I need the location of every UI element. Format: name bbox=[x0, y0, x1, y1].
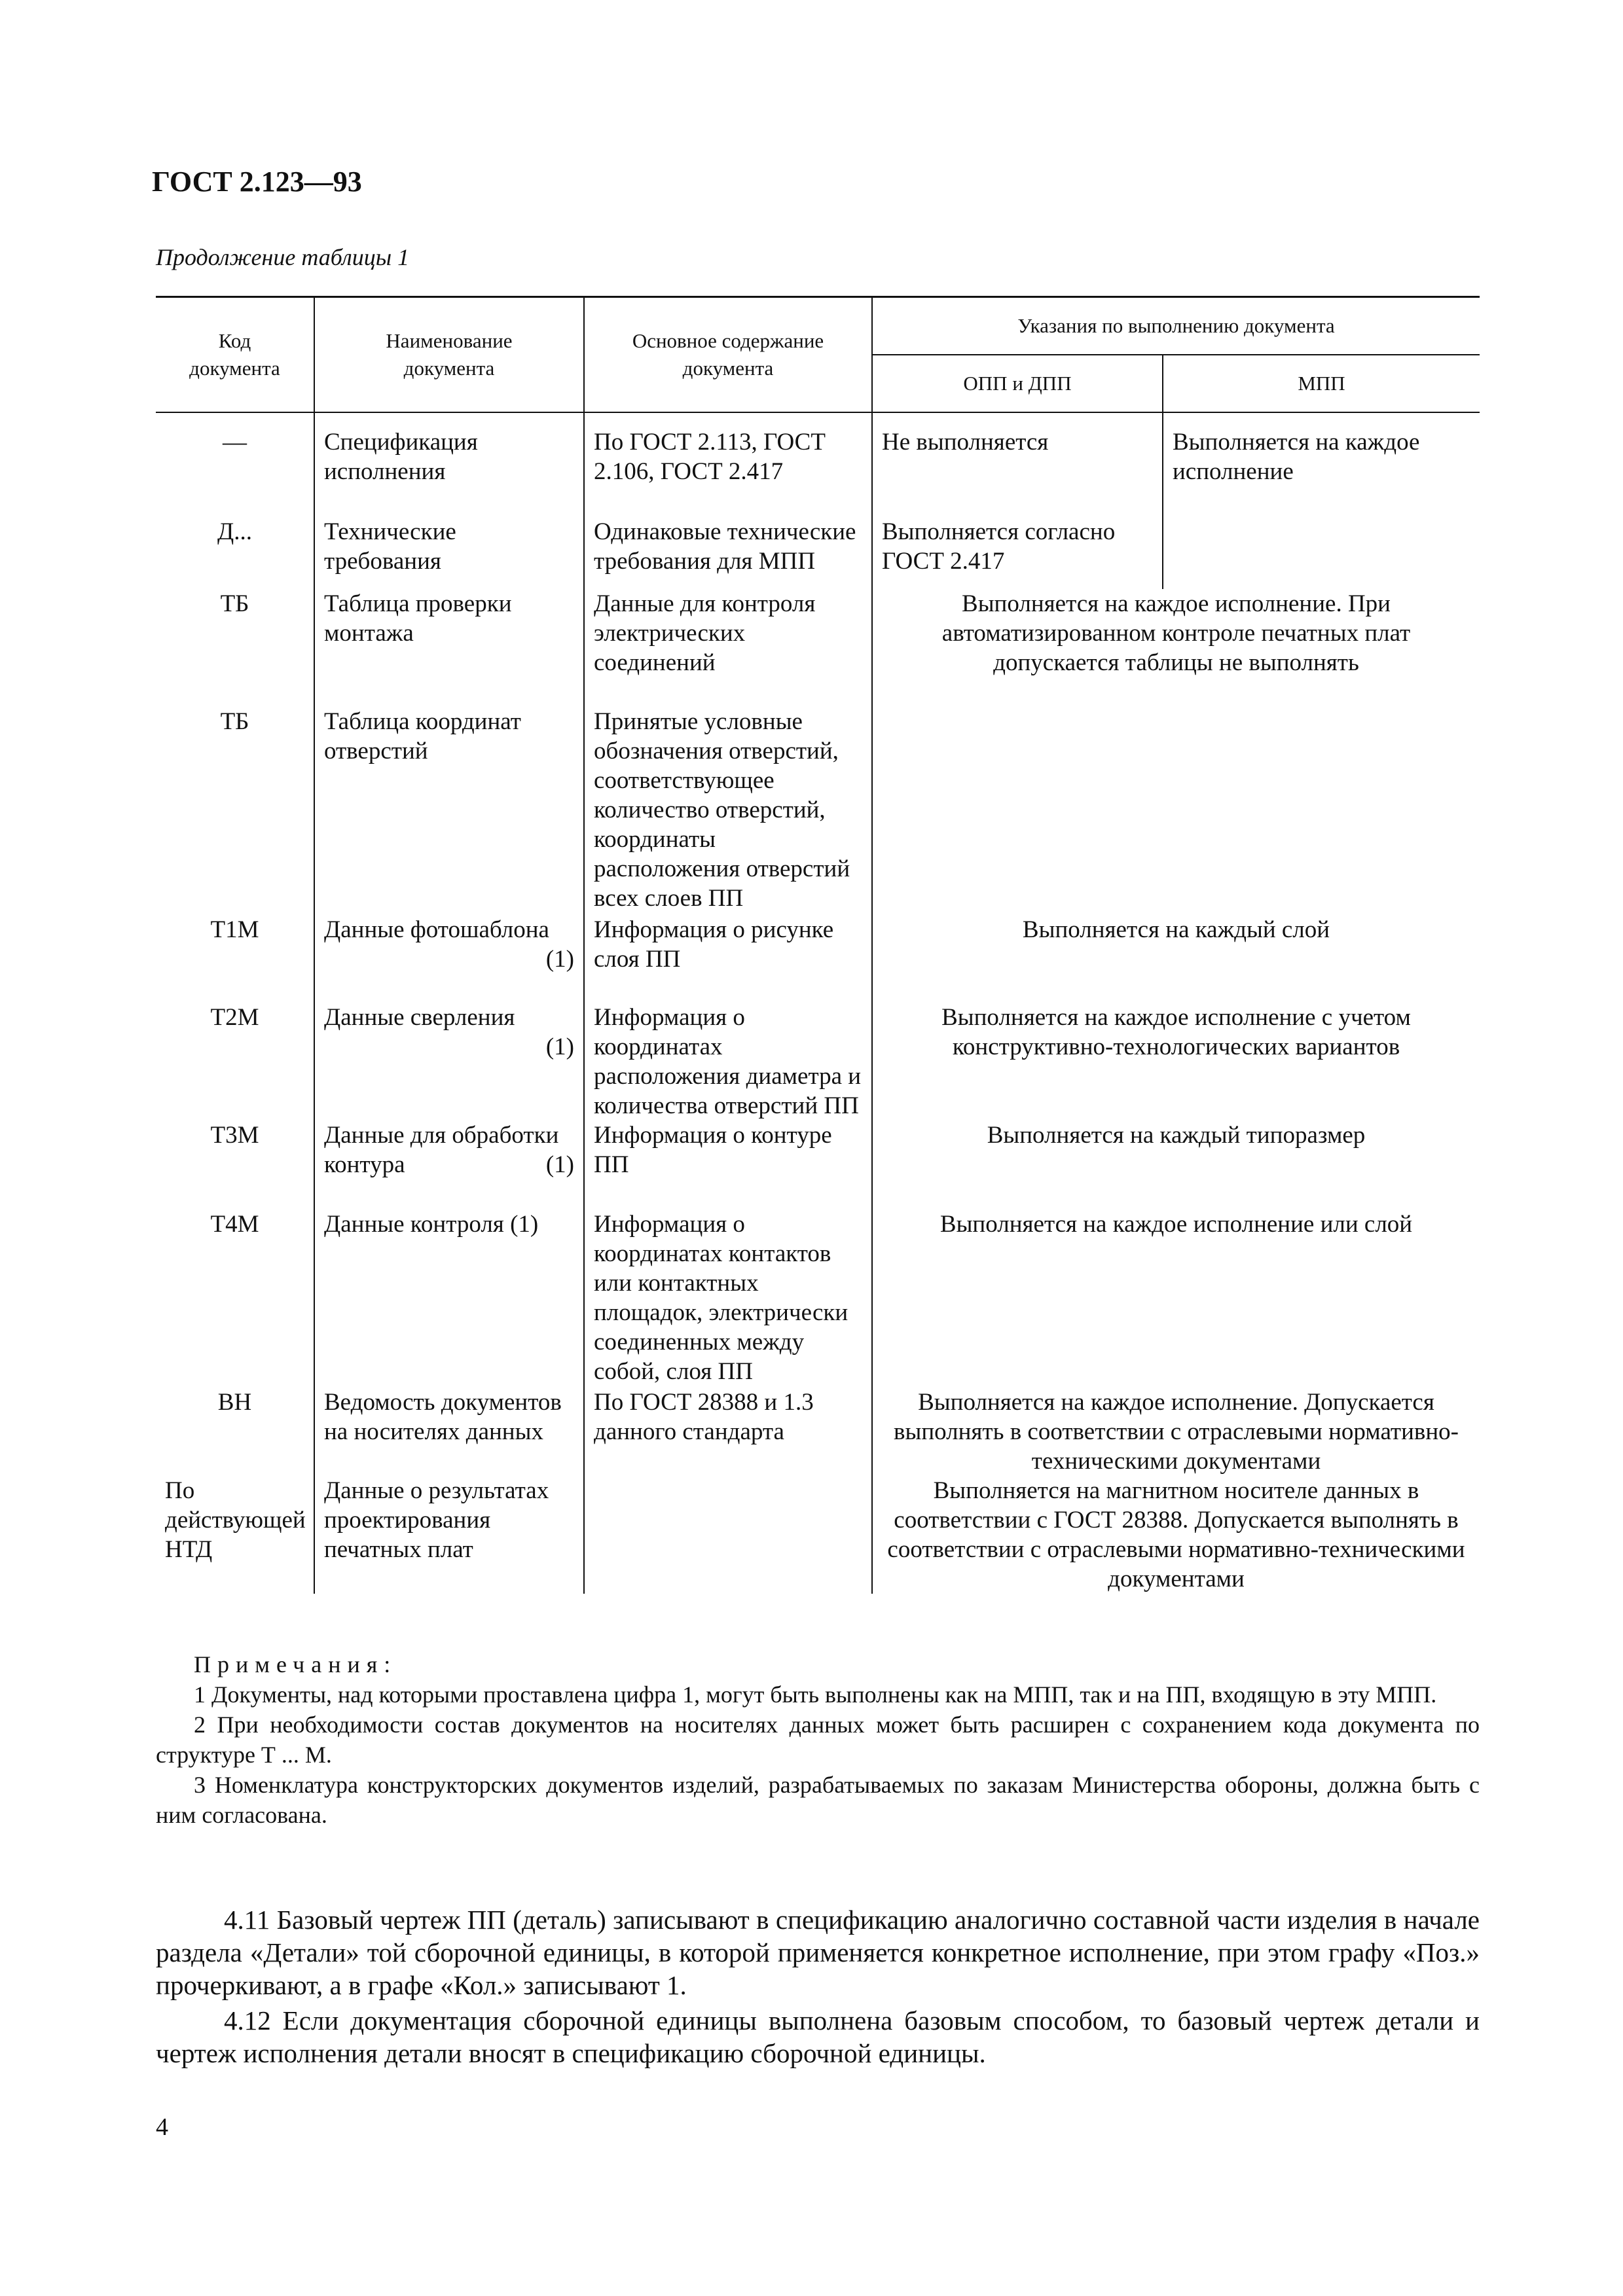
cell-code: Т3М bbox=[156, 1121, 314, 1210]
cell-instructions-merged: Выполняется на каждое исполнение с учетом конструктивно-технологических вариантов bbox=[941, 1004, 1411, 1060]
note-item: 3 Номенклатура конструкторских документов изделий, разрабатываемых по заказам Министерства обороны, должна быть с ним согласована. bbox=[156, 1772, 1480, 1828]
cell-instructions-merged: Выполняется на каждый типоразмер bbox=[987, 1122, 1366, 1149]
notes-block bbox=[156, 1649, 1480, 1830]
paragraph-4-11: 4.11 Базовый чертеж ПП (деталь) записывают в спецификацию аналогично составной части изделия в начале раздела «Детали» той сборочной единицы, в которой применяется конкретное исполнение, при этом графу «Поз.» прочеркивают, а в графе «Кол.» записывают 1. bbox=[156, 1905, 1480, 2000]
cell-instructions-merged bbox=[872, 707, 1480, 915]
cell-code: ТБ bbox=[156, 589, 314, 707]
table-row bbox=[156, 1121, 1480, 1210]
cell-name: Ведомость документов на носителях данных bbox=[314, 1388, 584, 1476]
table-row bbox=[156, 412, 1480, 517]
cell-instructions-merged: Выполняется на каждое исполнение или слой bbox=[939, 1211, 1413, 1238]
table-row bbox=[156, 517, 1480, 589]
notes-title: Примечания: bbox=[194, 1651, 397, 1677]
note-item: 2 При необходимости состав документов на носителях данных может быть расширен с сохранением кода документа по структуре Т ... М. bbox=[156, 1712, 1480, 1768]
cell-name: Технические требования bbox=[314, 517, 584, 589]
cell-opp: Выполняется согласно ГОСТ 2.417 bbox=[872, 517, 1163, 589]
cell-instructions-merged: Выполняется на магнитном носителе данных в соответствии с ГОСТ 28388. Допускается выполнять в соответствии с отраслевыми нормативно-техническими документами bbox=[887, 1477, 1465, 1592]
col-header-mpp: МПП bbox=[1163, 355, 1480, 412]
cell-instructions-merged: Выполняется на каждое исполнение. Допускается выполнять в соответствии с отраслевыми нормативно-техническими документами bbox=[893, 1389, 1459, 1475]
cell-name bbox=[314, 1121, 584, 1210]
cell-name-text: Данные сверления bbox=[324, 1004, 515, 1031]
cell-mpp bbox=[1163, 517, 1480, 589]
table-row bbox=[156, 1210, 1480, 1388]
cell-code: ВН bbox=[156, 1388, 314, 1476]
paragraph-4-12: 4.12 Если документация сборочной единицы выполнена базовым способом, то базовый чертеж детали и чертеж исполнения детали вносят в спецификацию сборочной единицы. bbox=[156, 2005, 1480, 2068]
document-header: ГОСТ 2.123—93 bbox=[152, 166, 362, 198]
cell-name-text: Данные фотошаблона bbox=[324, 916, 549, 943]
cell-content: Данные для контроля электрических соединений bbox=[584, 589, 872, 707]
cell-content: По ГОСТ 2.113, ГОСТ 2.106, ГОСТ 2.417 bbox=[584, 412, 872, 517]
cell-content: Одинаковые технические требования для МПП bbox=[584, 517, 872, 589]
cell-name-text: Данные для обработки контура bbox=[324, 1122, 559, 1178]
cell-opp: Не выполняется bbox=[872, 412, 1163, 517]
note-item: 1 Документы, над которыми проставлена цифра 1, могут быть выполнены как на МПП, так и на ПП, входящую в эту МПП. bbox=[194, 1681, 1437, 1708]
cell-content bbox=[584, 1476, 872, 1594]
cell-content: По ГОСТ 28388 и 1.3 данного стандарта bbox=[584, 1388, 872, 1476]
cell-name: Таблица координат отверстий bbox=[314, 707, 584, 915]
table-row bbox=[156, 707, 1480, 915]
cell-name bbox=[314, 1210, 584, 1388]
cell-name bbox=[314, 915, 584, 1003]
cell-code: Т2М bbox=[156, 1003, 314, 1121]
cell-code: ТБ bbox=[156, 707, 314, 915]
cell-code: — bbox=[156, 412, 314, 517]
cell-code: По действующей НТД bbox=[156, 1476, 314, 1594]
cell-code: Т4М bbox=[156, 1210, 314, 1388]
col-header-code: Код документа bbox=[156, 297, 314, 413]
cell-code: Т1М bbox=[156, 915, 314, 1003]
table-row bbox=[156, 589, 1480, 707]
table-row bbox=[156, 1003, 1480, 1121]
cell-name: Таблица проверки монтажа bbox=[314, 589, 584, 707]
cell-mpp: Выполняется на каждое исполнение bbox=[1173, 429, 1420, 485]
col-header-content: Основное содержание документа bbox=[584, 297, 872, 413]
footnote-mark: (1) bbox=[545, 946, 574, 973]
footnote-mark: (1) bbox=[545, 1151, 574, 1178]
cell-instructions-merged: Выполняется на каждое исполнение. При автоматизированном контроле печатных плат допускается таблицы не выполнять bbox=[941, 590, 1411, 676]
table-continuation-caption: Продолжение таблицы 1 bbox=[156, 244, 410, 270]
cell-name: Данные о результатах проектирования печатных плат bbox=[314, 1476, 584, 1594]
footnote-mark: (1) bbox=[545, 1033, 574, 1060]
cell-content: Информация о контуре ПП bbox=[584, 1121, 872, 1210]
table-row bbox=[156, 915, 1480, 1003]
cell-content: Информация о координатах контактов или контактных площадок, электрически соединенных между собой, слоя ПП bbox=[584, 1210, 872, 1388]
footnote-mark: (1) bbox=[510, 1211, 539, 1238]
cell-name-text: Данные контроля bbox=[324, 1211, 504, 1238]
cell-content: Информация о рисунке слоя ПП bbox=[584, 915, 872, 1003]
documents-table bbox=[156, 296, 1480, 1594]
cell-name: Спецификация исполнения bbox=[314, 412, 584, 517]
body-text bbox=[156, 1903, 1480, 2072]
col-header-opp: ОПП и ДПП bbox=[872, 355, 1163, 412]
cell-code: Д... bbox=[156, 517, 314, 589]
page-number: 4 bbox=[156, 2113, 168, 2141]
cell-content: Информация о координатах расположения диаметра и количества отверстий ПП bbox=[584, 1003, 872, 1121]
cell-content: Принятые условные обозначения отверстий, соответствующее количество отверстий, координаты расположения отверстий всех слоев ПП bbox=[584, 707, 872, 915]
col-header-name: Наименование документа bbox=[314, 297, 584, 413]
cell-name bbox=[314, 1003, 584, 1121]
table-row bbox=[156, 1476, 1480, 1594]
col-header-instructions: Указания по выполнению документа bbox=[872, 297, 1480, 355]
cell-instructions-merged: Выполняется на каждый слой bbox=[1022, 916, 1330, 943]
table-row bbox=[156, 1388, 1480, 1476]
